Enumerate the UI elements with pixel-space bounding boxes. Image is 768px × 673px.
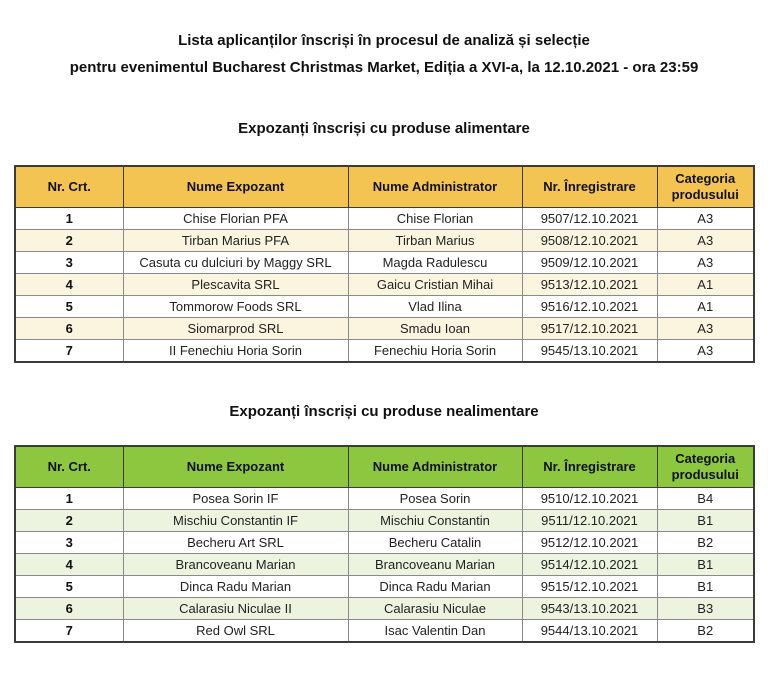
table-cell: Dinca Radu Marian bbox=[123, 576, 348, 598]
table-cell: Magda Radulescu bbox=[348, 252, 522, 274]
title-line-1: Lista aplicanților înscriși în procesul de analiză și selecție bbox=[178, 32, 590, 49]
column-header: Categoria produsului bbox=[657, 446, 754, 488]
food-exhibitors-table bbox=[14, 165, 755, 363]
table-cell: Brancoveanu Marian bbox=[123, 554, 348, 576]
table-cell: Smadu Ioan bbox=[348, 318, 522, 340]
food-table-body bbox=[15, 208, 754, 363]
table-cell: Tommorow Foods SRL bbox=[123, 296, 348, 318]
table-cell: A3 bbox=[657, 340, 754, 363]
table-cell: 6 bbox=[15, 598, 123, 620]
table-cell: 9514/12.10.2021 bbox=[522, 554, 657, 576]
table-cell: II Fenechiu Horia Sorin bbox=[123, 340, 348, 363]
section-title-nonfood: Expozanți înscriși cu produse nealimentare bbox=[229, 403, 539, 420]
table-cell: B2 bbox=[657, 532, 754, 554]
column-header: Categoria produsului bbox=[657, 166, 754, 208]
table-row bbox=[15, 230, 754, 252]
table-cell: A3 bbox=[657, 230, 754, 252]
table-cell: 5 bbox=[15, 296, 123, 318]
table-row bbox=[15, 532, 754, 554]
table-cell: 9543/13.10.2021 bbox=[522, 598, 657, 620]
table-cell: 5 bbox=[15, 576, 123, 598]
column-header: Nume Administrator bbox=[348, 446, 522, 488]
column-header: Nume Expozant bbox=[123, 446, 348, 488]
document-title bbox=[0, 27, 768, 81]
table-cell: Posea Sorin IF bbox=[123, 488, 348, 510]
nonfood-table-header bbox=[15, 446, 754, 488]
table-cell: Mischiu Constantin bbox=[348, 510, 522, 532]
table-cell: 9517/12.10.2021 bbox=[522, 318, 657, 340]
table-cell: 9515/12.10.2021 bbox=[522, 576, 657, 598]
table-cell: Gaicu Cristian Mihai bbox=[348, 274, 522, 296]
table-cell: B3 bbox=[657, 598, 754, 620]
table-cell: 2 bbox=[15, 510, 123, 532]
table-cell: 9513/12.10.2021 bbox=[522, 274, 657, 296]
table-cell: 7 bbox=[15, 620, 123, 643]
table-cell: Dinca Radu Marian bbox=[348, 576, 522, 598]
nonfood-exhibitors-table bbox=[14, 445, 755, 643]
table-cell: 9544/13.10.2021 bbox=[522, 620, 657, 643]
column-header: Nume Administrator bbox=[348, 166, 522, 208]
table-cell: Brancoveanu Marian bbox=[348, 554, 522, 576]
table-cell: 4 bbox=[15, 274, 123, 296]
table-cell: 9510/12.10.2021 bbox=[522, 488, 657, 510]
table-cell: Chise Florian PFA bbox=[123, 208, 348, 230]
table-cell: B2 bbox=[657, 620, 754, 643]
table-row bbox=[15, 208, 754, 230]
header-row bbox=[15, 446, 754, 488]
table-cell: Red Owl SRL bbox=[123, 620, 348, 643]
table-row bbox=[15, 340, 754, 363]
table-cell: 9509/12.10.2021 bbox=[522, 252, 657, 274]
table-cell: Vlad Ilina bbox=[348, 296, 522, 318]
table-row bbox=[15, 318, 754, 340]
table-row bbox=[15, 274, 754, 296]
table-row bbox=[15, 620, 754, 643]
column-header: Nr. Înregistrare bbox=[522, 446, 657, 488]
header-row bbox=[15, 166, 754, 208]
table-cell: 3 bbox=[15, 532, 123, 554]
table-cell: Posea Sorin bbox=[348, 488, 522, 510]
table-cell: 9507/12.10.2021 bbox=[522, 208, 657, 230]
table-cell: B1 bbox=[657, 576, 754, 598]
column-header: Nr. Crt. bbox=[15, 166, 123, 208]
table-cell: 4 bbox=[15, 554, 123, 576]
table-cell: A1 bbox=[657, 274, 754, 296]
table-cell: Mischiu Constantin IF bbox=[123, 510, 348, 532]
table-cell: Calarasiu Niculae bbox=[348, 598, 522, 620]
table-cell: Plescavita SRL bbox=[123, 274, 348, 296]
table-cell: Siomarprod SRL bbox=[123, 318, 348, 340]
table-cell: 9511/12.10.2021 bbox=[522, 510, 657, 532]
table-cell: 9512/12.10.2021 bbox=[522, 532, 657, 554]
table-cell: A3 bbox=[657, 252, 754, 274]
table-row bbox=[15, 554, 754, 576]
table-cell: 2 bbox=[15, 230, 123, 252]
table-cell: 6 bbox=[15, 318, 123, 340]
table-cell: Tirban Marius bbox=[348, 230, 522, 252]
food-table-header bbox=[15, 166, 754, 208]
table-cell: 9516/12.10.2021 bbox=[522, 296, 657, 318]
table-cell: 1 bbox=[15, 488, 123, 510]
table-cell: 3 bbox=[15, 252, 123, 274]
table-row bbox=[15, 252, 754, 274]
column-header: Nume Expozant bbox=[123, 166, 348, 208]
table-cell: 7 bbox=[15, 340, 123, 363]
table-cell: Chise Florian bbox=[348, 208, 522, 230]
table-cell: 9545/13.10.2021 bbox=[522, 340, 657, 363]
table-cell: A3 bbox=[657, 208, 754, 230]
table-cell: B1 bbox=[657, 510, 754, 532]
table-cell: 9508/12.10.2021 bbox=[522, 230, 657, 252]
table-row bbox=[15, 598, 754, 620]
column-header: Nr. Înregistrare bbox=[522, 166, 657, 208]
table-cell: B1 bbox=[657, 554, 754, 576]
column-header: Nr. Crt. bbox=[15, 446, 123, 488]
nonfood-table-body bbox=[15, 488, 754, 643]
table-row bbox=[15, 576, 754, 598]
table-cell: Becheru Catalin bbox=[348, 532, 522, 554]
table-cell: Tirban Marius PFA bbox=[123, 230, 348, 252]
table-cell: A1 bbox=[657, 296, 754, 318]
table-cell: Becheru Art SRL bbox=[123, 532, 348, 554]
table-row bbox=[15, 488, 754, 510]
table-cell: A3 bbox=[657, 318, 754, 340]
table-row bbox=[15, 510, 754, 532]
section-title-food: Expozanți înscriși cu produse alimentare bbox=[238, 120, 530, 137]
table-cell: Fenechiu Horia Sorin bbox=[348, 340, 522, 363]
table-cell: Casuta cu dulciuri by Maggy SRL bbox=[123, 252, 348, 274]
table-cell: B4 bbox=[657, 488, 754, 510]
table-cell: Isac Valentin Dan bbox=[348, 620, 522, 643]
title-line-2: pentru evenimentul Bucharest Christmas Market, Ediția a XVI-a, la 12.10.2021 - ora 23:59 bbox=[69, 59, 699, 76]
table-cell: Calarasiu Niculae II bbox=[123, 598, 348, 620]
table-row bbox=[15, 296, 754, 318]
table-cell: 1 bbox=[15, 208, 123, 230]
